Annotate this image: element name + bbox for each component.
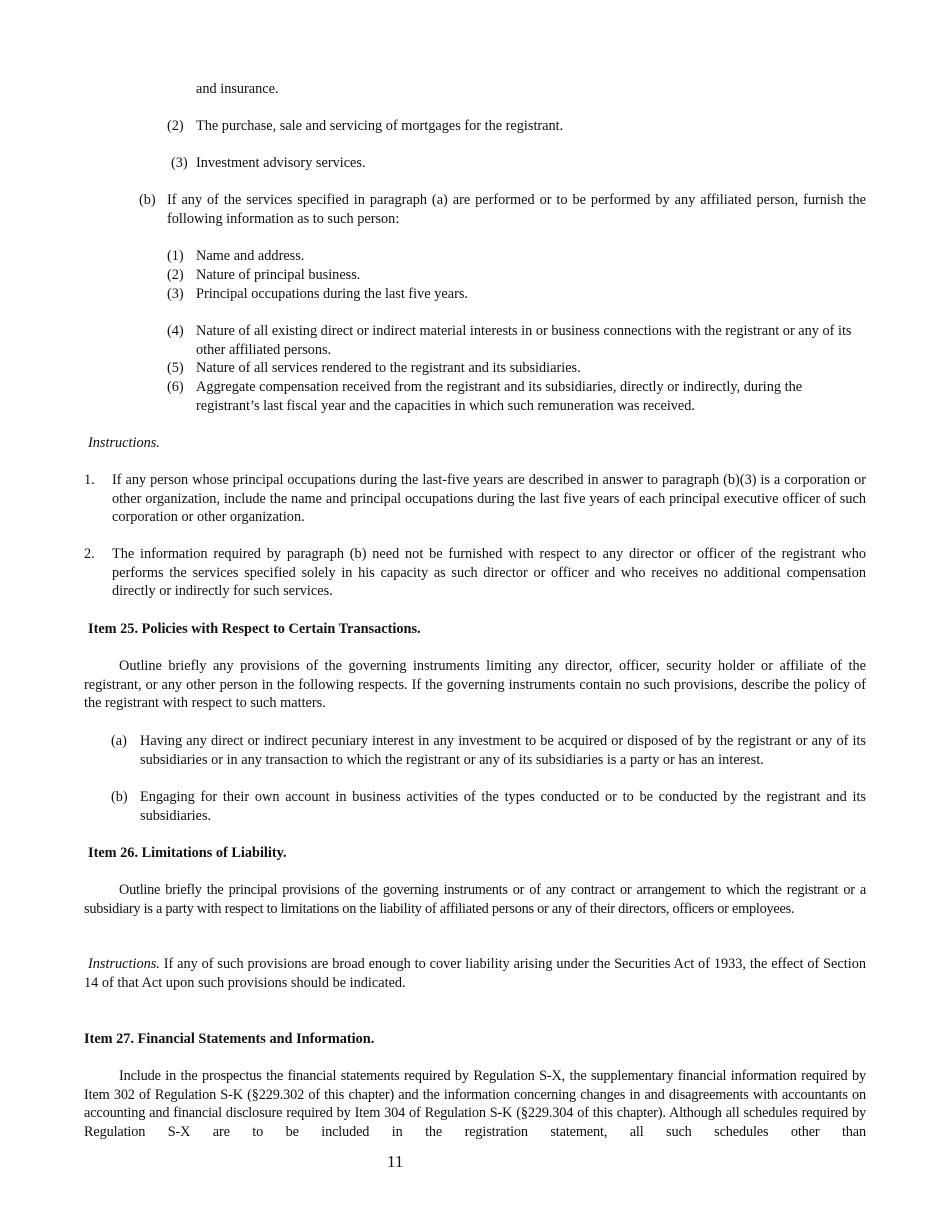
list-number: (3) bbox=[171, 155, 188, 171]
continued-line: and insurance. bbox=[196, 81, 279, 97]
paragraph-label: (a) bbox=[111, 733, 127, 749]
instructions-text: If any of such provisions are broad enough to cover liability arising under the Securities Act of 1933, the effect of Section 14 of that Act upon such provisions should be indicated. bbox=[84, 956, 866, 991]
list-number: (2) bbox=[167, 267, 184, 283]
item-26-heading: Item 26. Limitations of Liability. bbox=[88, 845, 287, 861]
paragraph-text: Having any direct or indirect pecuniary interest in any investment to be acquired or disposed of by the registrant or any of its subsidiaries or in any transaction to which the registrant or any of its subsidiaries is a party or has an interest. bbox=[140, 733, 866, 768]
instruction-number: 2. bbox=[84, 546, 95, 562]
list-number: (5) bbox=[167, 360, 184, 376]
item-27-heading: Item 27. Financial Statements and Information. bbox=[84, 1031, 375, 1047]
item-25-intro: Outline briefly any provisions of the governing instruments limiting any director, officer, security holder or affiliate of the registrant, or any other person in the following respects. If the governing instruments contain no such provisions, describe the policy of the registrant with respect to such matters. bbox=[84, 658, 866, 712]
list-number: (1) bbox=[167, 248, 184, 264]
list-text: Nature of all services rendered to the registrant and its subsidiaries. bbox=[196, 360, 581, 376]
paragraph-label: (b) bbox=[111, 789, 128, 805]
instructions-heading: Instructions. bbox=[88, 435, 160, 451]
paragraph-label: (b) bbox=[139, 192, 156, 208]
list-number: (2) bbox=[167, 118, 184, 134]
list-text: Aggregate compensation received from the registrant and its subsidiaries, directly or indirectly, during the registrant’s last fiscal year and the capacities in which such remuneration was received. bbox=[196, 379, 803, 414]
instruction-text: If any person whose principal occupations during the last-five years are described in answer to paragraph (b)(3) is a corporation or other organization, include the name and principal occupations during the last five years of each principal executive officer of such corporation or other organization. bbox=[112, 472, 866, 526]
list-text: Investment advisory services. bbox=[196, 155, 366, 171]
page-number: 11 bbox=[387, 1152, 404, 1171]
item-26-instructions bbox=[84, 955, 866, 992]
list-number: (6) bbox=[167, 379, 184, 395]
list-number: (3) bbox=[167, 286, 184, 302]
list-text: The purchase, sale and servicing of mortgages for the registrant. bbox=[196, 118, 564, 134]
list-text: Principal occupations during the last five years. bbox=[196, 286, 468, 302]
list-text: Nature of all existing direct or indirect material interests in or business connections with the registrant or any of its other affiliated persons. bbox=[196, 323, 852, 358]
paragraph-text: Engaging for their own account in business activities of the types conducted or to be conducted by the registrant and its subsidiaries. bbox=[140, 789, 866, 824]
item-26-intro: Outline briefly the principal provisions of the governing instruments or of any contract or arrangement to which the registrant or a subsidiary is a party with respect to limitations on the liability of affiliated persons or any of their directors, officers or employees. bbox=[84, 882, 866, 917]
list-text: Name and address. bbox=[196, 248, 305, 264]
instruction-text: The information required by paragraph (b) need not be furnished with respect to any director or officer of the registrant who performs the services specified solely in his capacity as such director or officer and who receives no additional compensation directly or indirectly for such services. bbox=[112, 546, 866, 600]
item-27-intro: Include in the prospectus the financial statements required by Regulation S-X, the supplementary financial information required by Item 302 of Regulation S-K (§229.302 of this chapter) and the information concerning changes in and disagreements with accountants on accounting and financial disclosure required by Item 304 of Regulation S-K (§229.304 of this chapter). Although all schedules required by Regulation S-X are to be included in the registration statement, all such schedules other than bbox=[84, 1068, 866, 1140]
instruction-number: 1. bbox=[84, 472, 95, 488]
item-25-heading: Item 25. Policies with Respect to Certain Transactions. bbox=[88, 621, 421, 637]
paragraph-text: If any of the services specified in paragraph (a) are performed or to be performed by any affiliated person, furnish the following information as to such person: bbox=[167, 192, 866, 227]
instructions-label: Instructions. bbox=[88, 956, 160, 972]
list-text: Nature of principal business. bbox=[196, 267, 361, 283]
list-number: (4) bbox=[167, 323, 184, 339]
